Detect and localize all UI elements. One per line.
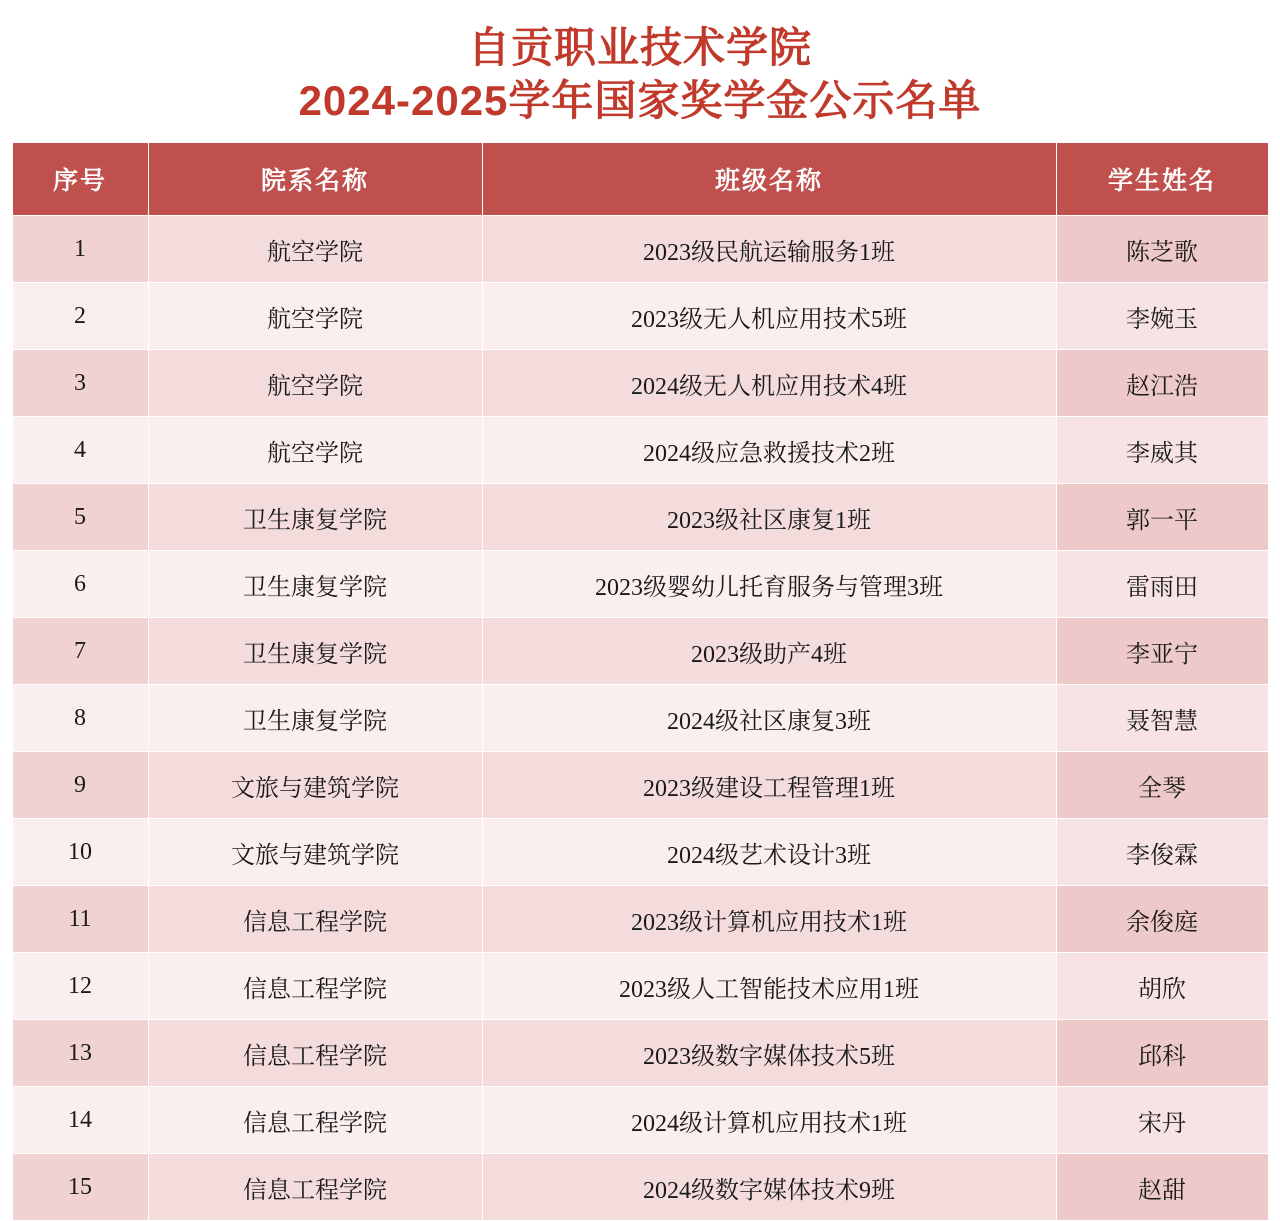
- cell-student-name: 赵江浩: [1056, 350, 1268, 417]
- cell-student-name: 李亚宁: [1056, 618, 1268, 685]
- cell-class: 2024级社区康复3班: [482, 685, 1056, 752]
- table-row: [12, 551, 1268, 618]
- column-header-department: 院系名称: [148, 143, 482, 216]
- cell-class: 2024级艺术设计3班: [482, 819, 1056, 886]
- cell-student-name: 余俊庭: [1056, 886, 1268, 953]
- cell-index: 1: [12, 216, 148, 283]
- table-row: [12, 484, 1268, 551]
- column-header-index: 序号: [12, 143, 148, 216]
- cell-student-name: 李婉玉: [1056, 283, 1268, 350]
- cell-department: 航空学院: [148, 216, 482, 283]
- cell-index: 11: [12, 886, 148, 953]
- cell-index: 9: [12, 752, 148, 819]
- cell-department: 信息工程学院: [148, 1154, 482, 1221]
- cell-department: 卫生康复学院: [148, 618, 482, 685]
- cell-department: 卫生康复学院: [148, 484, 482, 551]
- cell-class: 2024级数字媒体技术9班: [482, 1154, 1056, 1221]
- table-row: [12, 752, 1268, 819]
- cell-index: 6: [12, 551, 148, 618]
- cell-student-name: 聂智慧: [1056, 685, 1268, 752]
- table-row: [12, 1087, 1268, 1154]
- cell-class: 2023级民航运输服务1班: [482, 216, 1056, 283]
- cell-student-name: 胡欣: [1056, 953, 1268, 1020]
- cell-index: 4: [12, 417, 148, 484]
- cell-student-name: 赵甜: [1056, 1154, 1268, 1221]
- table-row: [12, 819, 1268, 886]
- cell-department: 文旅与建筑学院: [148, 819, 482, 886]
- cell-class: 2024级计算机应用技术1班: [482, 1087, 1056, 1154]
- cell-class: 2023级婴幼儿托育服务与管理3班: [482, 551, 1056, 618]
- table-row: [12, 1020, 1268, 1087]
- table-row: [12, 886, 1268, 953]
- title-line-2: 2024-2025学年国家奖学金公示名单: [298, 77, 982, 124]
- cell-student-name: 李俊霖: [1056, 819, 1268, 886]
- column-header-class: 班级名称: [482, 143, 1056, 216]
- cell-class: 2023级助产4班: [482, 618, 1056, 685]
- cell-class: 2024级无人机应用技术4班: [482, 350, 1056, 417]
- title-line-1: 自贡职业技术学院: [467, 24, 812, 71]
- cell-department: 航空学院: [148, 283, 482, 350]
- cell-student-name: 邱科: [1056, 1020, 1268, 1087]
- cell-index: 15: [12, 1154, 148, 1221]
- cell-index: 13: [12, 1020, 148, 1087]
- cell-department: 航空学院: [148, 350, 482, 417]
- cell-department: 信息工程学院: [148, 953, 482, 1020]
- cell-class: 2024级应急救援技术2班: [482, 417, 1056, 484]
- cell-class: 2023级人工智能技术应用1班: [482, 953, 1056, 1020]
- cell-index: 7: [12, 618, 148, 685]
- cell-index: 10: [12, 819, 148, 886]
- cell-index: 2: [12, 283, 148, 350]
- table-row: [12, 1154, 1268, 1221]
- scholarship-table: [12, 142, 1269, 1221]
- cell-index: 3: [12, 350, 148, 417]
- cell-class: 2023级数字媒体技术5班: [482, 1020, 1056, 1087]
- cell-department: 信息工程学院: [148, 886, 482, 953]
- cell-student-name: 宋丹: [1056, 1087, 1268, 1154]
- cell-index: 5: [12, 484, 148, 551]
- cell-class: 2023级建设工程管理1班: [482, 752, 1056, 819]
- table-row: [12, 618, 1268, 685]
- cell-student-name: 全琴: [1056, 752, 1268, 819]
- table-row: [12, 417, 1268, 484]
- cell-index: 8: [12, 685, 148, 752]
- cell-department: 文旅与建筑学院: [148, 752, 482, 819]
- cell-department: 卫生康复学院: [148, 551, 482, 618]
- cell-student-name: 雷雨田: [1056, 551, 1268, 618]
- cell-department: 航空学院: [148, 417, 482, 484]
- cell-class: 2023级无人机应用技术5班: [482, 283, 1056, 350]
- cell-department: 信息工程学院: [148, 1020, 482, 1087]
- table-row: [12, 283, 1268, 350]
- table-row: [12, 350, 1268, 417]
- cell-index: 12: [12, 953, 148, 1020]
- table-row: [12, 685, 1268, 752]
- column-header-student-name: 学生姓名: [1056, 143, 1268, 216]
- table-body: [12, 216, 1268, 1221]
- table-row: [12, 216, 1268, 283]
- cell-student-name: 李威其: [1056, 417, 1268, 484]
- page-title: [0, 0, 1280, 142]
- cell-student-name: 陈芝歌: [1056, 216, 1268, 283]
- table-header-row: [12, 143, 1268, 216]
- table-row: [12, 953, 1268, 1020]
- cell-class: 2023级计算机应用技术1班: [482, 886, 1056, 953]
- cell-student-name: 郭一平: [1056, 484, 1268, 551]
- cell-department: 卫生康复学院: [148, 685, 482, 752]
- table-header: [12, 143, 1268, 216]
- cell-class: 2023级社区康复1班: [482, 484, 1056, 551]
- cell-department: 信息工程学院: [148, 1087, 482, 1154]
- cell-index: 14: [12, 1087, 148, 1154]
